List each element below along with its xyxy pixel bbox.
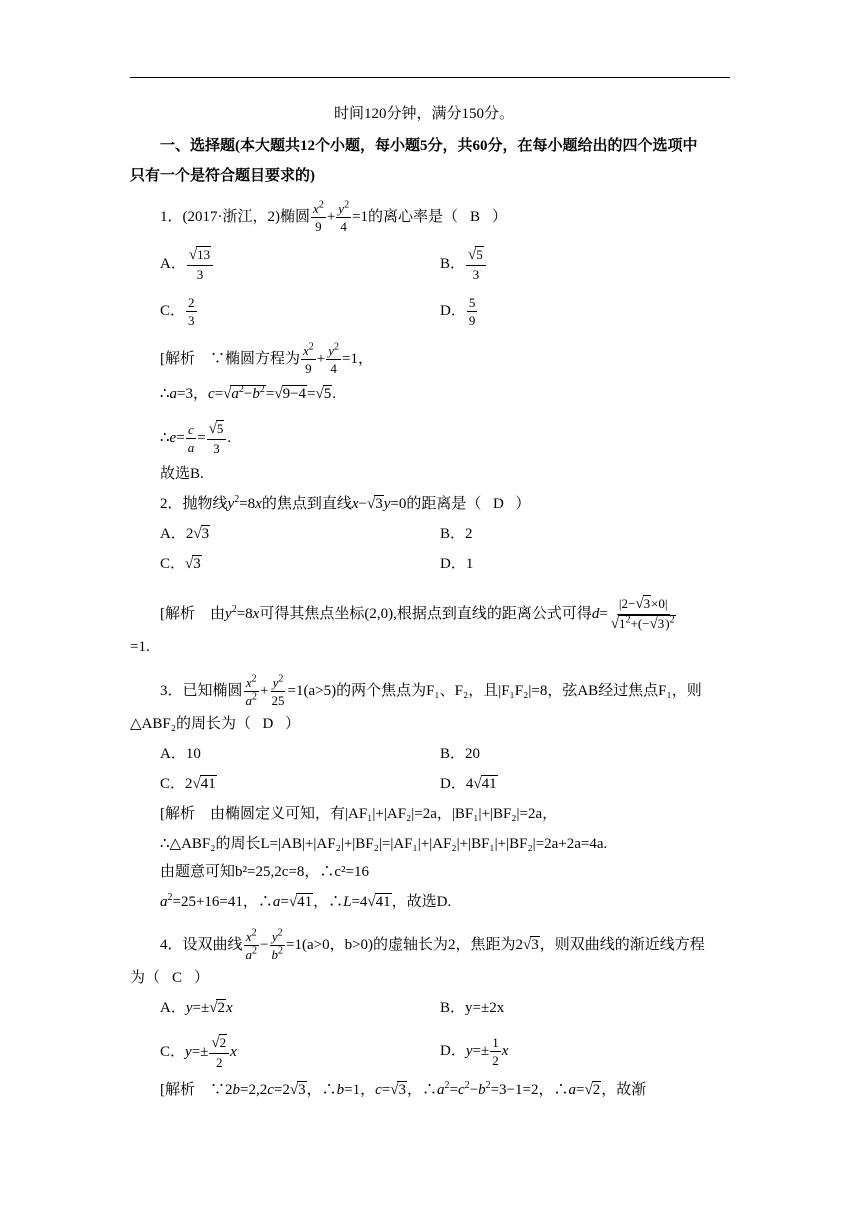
- q2-stem: 2．抛物线$y^2=8x$的焦点到直线x−√3y=0的距离是（ D ）: [160, 494, 531, 512]
- section-title-line2: 只有一个是符合题目要求的): [130, 168, 315, 184]
- q3-solution-1: [解析 由椭圆定义可知，有|AF₁|+|AF₂|=2a，|BF₁|+|BF₂|=2a，: [160, 806, 558, 822]
- q1-frac-x: $\frac{x^2}{9}$: [313, 199, 324, 234]
- q3-solution-4: $a^2=25+16=41$，∴a=√41，∴L=4√41，故选D.: [160, 892, 452, 910]
- q4-answer: C: [172, 970, 183, 986]
- q1-option-d: D． $\frac{5}{9}$: [440, 295, 476, 328]
- top-rule: [130, 77, 730, 78]
- q4-stem: 4．设双曲线 $\frac{x^2}{a^2}$ − $\frac{y^2}{b^2}$ =1(a>0，b>0)的虚轴长为2，焦距为2√3，则双曲线的渐近线方程: [160, 927, 705, 962]
- q2-solution: [解析 由$y^2=8x$可得其焦点坐标(2,0),根据点到直线的距离公式可得d= $\frac{|2-√3\times 0|}{√1^2+(-√3)^2}$: [160, 596, 675, 632]
- q4-option-b: B．y=±2x: [440, 1000, 505, 1016]
- q3-stem: 3．已知椭圆 $\frac{x^2}{a^2}$ + $\frac{y^2}{25}$ =1(a>5)的两个焦点为F₁、F₂，且|F₁F₂|=8，弦AB经过焦点F₁，则: [160, 673, 702, 708]
- exam-info: 时间120分钟，满分150分。: [334, 106, 515, 122]
- q1-solution-conclusion: 故选B.: [160, 466, 204, 482]
- q1-option-c: C． $\frac{2}{3}$: [160, 295, 195, 328]
- q1-answer: B: [470, 208, 481, 225]
- q2-answer: D: [492, 496, 504, 512]
- q3-option-d: D．4√41: [440, 776, 497, 792]
- q3-option-c: C．2√41: [160, 776, 216, 792]
- q1-option-b: B． $\frac{√5}{3}$: [440, 248, 487, 281]
- q2-option-a: A．2√3: [160, 526, 210, 542]
- q4-stem-2: 为（ C ）: [130, 970, 210, 986]
- q1-option-a: A． $\frac{√13}{3}$: [160, 248, 214, 281]
- q4-option-d: D．y=± $\frac{1}{2}$ x: [440, 1035, 509, 1068]
- q1-stem: 1．(2017·浙江，2)椭圆 $\frac{x^2}{9}$ + $\frac{y^2}{4}$ =1的离心率是（ B ）: [160, 199, 508, 234]
- q3-option-a: A．10: [160, 746, 201, 762]
- q4-solution: [解析 ∵2b=2,2c=2√3，∴b=1，c=√3，$\therefore a^2=c^2-b^2=3-1=2$，∴a=√2，故渐: [160, 1080, 647, 1098]
- q3-solution-3: 由题意可知b²=25,2c=8，∴c²=16: [160, 864, 369, 880]
- section-title-line1: 一、选择题(本大题共12个小题，每小题5分，共60分，在每小题给出的四个选项中: [160, 138, 698, 154]
- q1-solution-2: ∴a=3，$c=√a^2-b^2=√9-4=√5$.: [160, 384, 336, 402]
- q2-solution-end: =1.: [130, 639, 150, 655]
- q3-solution-2: ∴△ABF₂的周长L=|AB|+|AF₂|+|BF₂|=|AF₁|+|AF₂|+|BF₁|+|BF₂|=2a+2a=4a.: [160, 836, 608, 852]
- q1-solution-1: [解析 ∵椭圆方程为 $\frac{x^2}{9}$ + $\frac{y^2}{4}$ =1，: [160, 341, 374, 376]
- q3-answer: D: [262, 716, 274, 732]
- q3-stem-2: △ABF₂的周长为（ D ）: [130, 716, 300, 732]
- q2-option-b: B．2: [440, 526, 473, 542]
- q3-option-b: B．20: [440, 746, 481, 762]
- q4-option-a: A．y=±√2x: [160, 1000, 233, 1016]
- q1-solution-3: ∴e= $\frac{c}{a}$ = $\frac{√5}{3}$ .: [160, 421, 232, 456]
- q1-frac-y: $\frac{y^2}{4}$: [338, 199, 350, 234]
- q2-option-d: D．1: [440, 556, 474, 572]
- q2-option-c: C．√3: [160, 556, 201, 572]
- q4-option-c: C．y=± $\frac{√2}{2}$ x: [160, 1035, 237, 1070]
